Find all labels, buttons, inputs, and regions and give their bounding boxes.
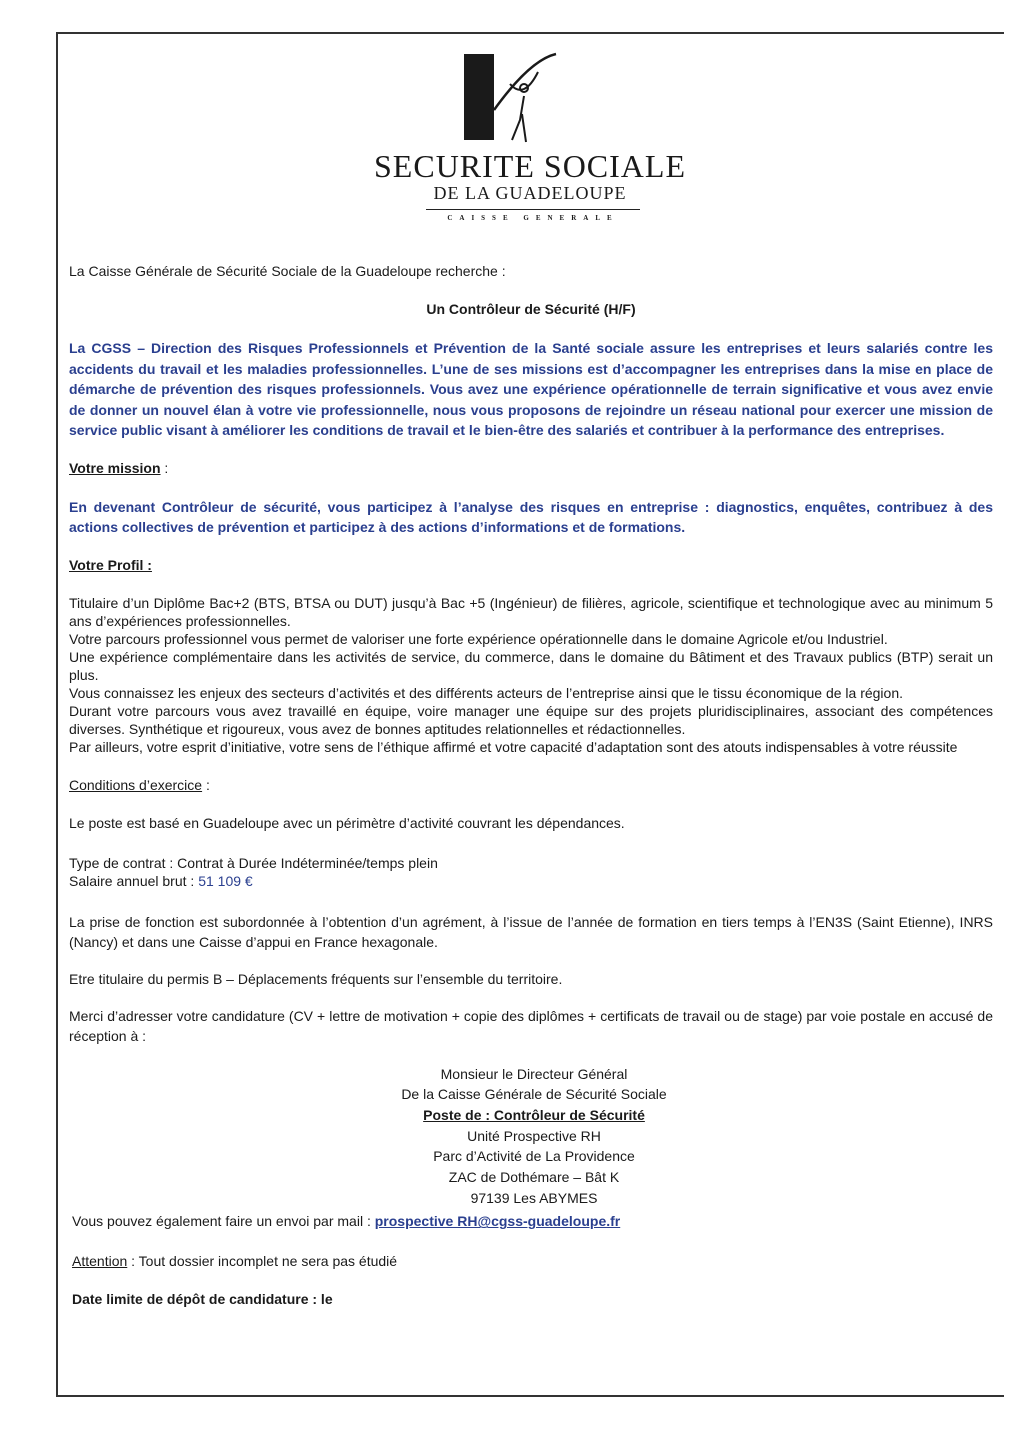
attention-label: Attention [72,1253,128,1270]
training-text: La prise de fonction est subordonnée à l’obtention d’un agrément, à l’issue de l’année de formation en tiers temps à l’EN3S (Saint Etienne), INRS (Nancy) et dans une Caisse d’appui en France hexagonale. [69,913,993,950]
profile-line: Par ailleurs, votre esprit d’initiative, votre sens de l’éthique affirmé et votre capacité d’adaptation sont des atouts indispensables à votre réussite [69,738,958,755]
email-row [69,1212,993,1230]
address-line: Monsieur le Directeur Général [440,1065,628,1082]
salary-value: 51 109 € [198,872,253,889]
license-text: Etre titulaire du permis B – Déplacements fréquents sur l’ensemble du territoire. [69,970,563,987]
logo [360,50,700,230]
salary-label: Salaire annuel brut : [69,872,199,889]
mission-heading-suffix: : [160,459,169,476]
job-description: La CGSS – Direction des Risques Professionnels et Prévention de la Santé sociale assure les entreprises et leurs salariés contre les accidents du travail et les maladies professionnelles. L’une de ses missions est d’accompagner les entreprises dans la mise en place de démarche de prévention des risques professionnels. Vous avez une expérience opérationnelle de terrain significative et vous avez envie de donner un nouvel élan à votre vie professionnelle, nous vous proposons de rejoindre un réseau national pour exercer une mission de service public visant à améliorer les conditions de travail et le bien-être des salariés et contribuer à la performance des entreprises. [69,340,993,438]
address-line: Parc d’Activité de La Providence [433,1148,635,1165]
profile-heading-row [69,556,993,574]
profile-list [69,594,993,756]
deadline-text: Date limite de dépôt de candidature : le [72,1291,333,1308]
location-text: Le poste est basé en Guadeloupe avec un périmètre d’activité couvrant les dépendances. [69,814,625,831]
apply-text: Merci d’adresser votre candidature (CV + lettre de motivation + copie des diplômes + certificats de travail ou de stage) par voie postale en accusé de réception à : [69,1007,993,1044]
logo-name-line3: CAISSE GENERALE [447,214,619,222]
logo-divider [426,209,640,210]
salary-row [69,872,993,890]
logo-emblem-icon [460,50,570,146]
address-line: ZAC de Dothémare – Bât K [448,1169,620,1186]
conditions-heading-row [69,776,993,794]
address-line: De la Caisse Générale de Sécurité Sociale [401,1086,667,1103]
mission-heading: Votre mission [69,459,161,476]
logo-name-line1: SECURITE SOCIALE [374,148,686,184]
profile-line: Une expérience complémentaire dans les activités de service, du commerce, dans le domaine du Bâtiment et des Travaux publics (BTP) serait un plus. [69,648,993,683]
profile-line: Titulaire d’un Diplôme Bac+2 (BTS, BTSA ou DUT) jusqu’à Bac +5 (Ingénieur) de filières, agricole, scientifique et technologique avec au minimum 5 ans d’expériences professionnelles. [69,594,993,629]
address-line-position: Poste de : Contrôleur de Sécurité [423,1106,645,1123]
mission-text: En devenant Contrôleur de sécurité, vous participez à l’analyse des risques en entreprise : diagnostics, enquêtes, contribuez à des actions collectives de prévention et participez à des actions d’informations et de formations. [69,498,993,535]
address-line: 97139 Les ABYMES [470,1189,598,1206]
contract-type: Type de contrat : Contrat à Durée Indéterminée/temps plein [69,854,438,871]
mission-heading-row [69,459,993,477]
profile-line: Votre parcours professionnel vous permet de valoriser une forte expérience opérationnelle dans le domaine Agricole et/ou Industriel. [69,630,888,647]
intro-text: La Caisse Générale de Sécurité Sociale de la Guadeloupe recherche : [69,263,506,279]
profile-line: Vous connaissez les enjeux des secteurs d’activités et des différents acteurs de l’entreprise ainsi que le tissu économique de la région. [69,684,903,701]
profile-heading: Votre Profil : [69,556,152,573]
attention-row [69,1252,993,1270]
postal-address [69,1064,999,1209]
profile-line: Durant votre parcours vous avez travaillé en équipe, voire manager une équipe sur des projets pluridisciplinaires, associant des compétences diverses. Synthétique et rigoureux, vous avez de bonnes aptitudes relationnelles et rédactionnelles. [69,702,993,737]
address-line: Unité Prospective RH [467,1127,601,1144]
conditions-heading: Conditions d’exercice [69,776,203,793]
attention-text: : Tout dossier incomplet ne sera pas étudié [127,1253,398,1270]
job-title: Un Contrôleur de Sécurité (H/F) [426,301,636,317]
conditions-heading-suffix: : [202,776,210,793]
email-link[interactable]: prospective RH@cgss-guadeloupe.fr [374,1213,621,1230]
email-label: Vous pouvez également faire un envoi par mail : [72,1213,375,1230]
logo-name-line2: DE LA GUADELOUPE [433,183,627,203]
document-body [69,262,993,1308]
